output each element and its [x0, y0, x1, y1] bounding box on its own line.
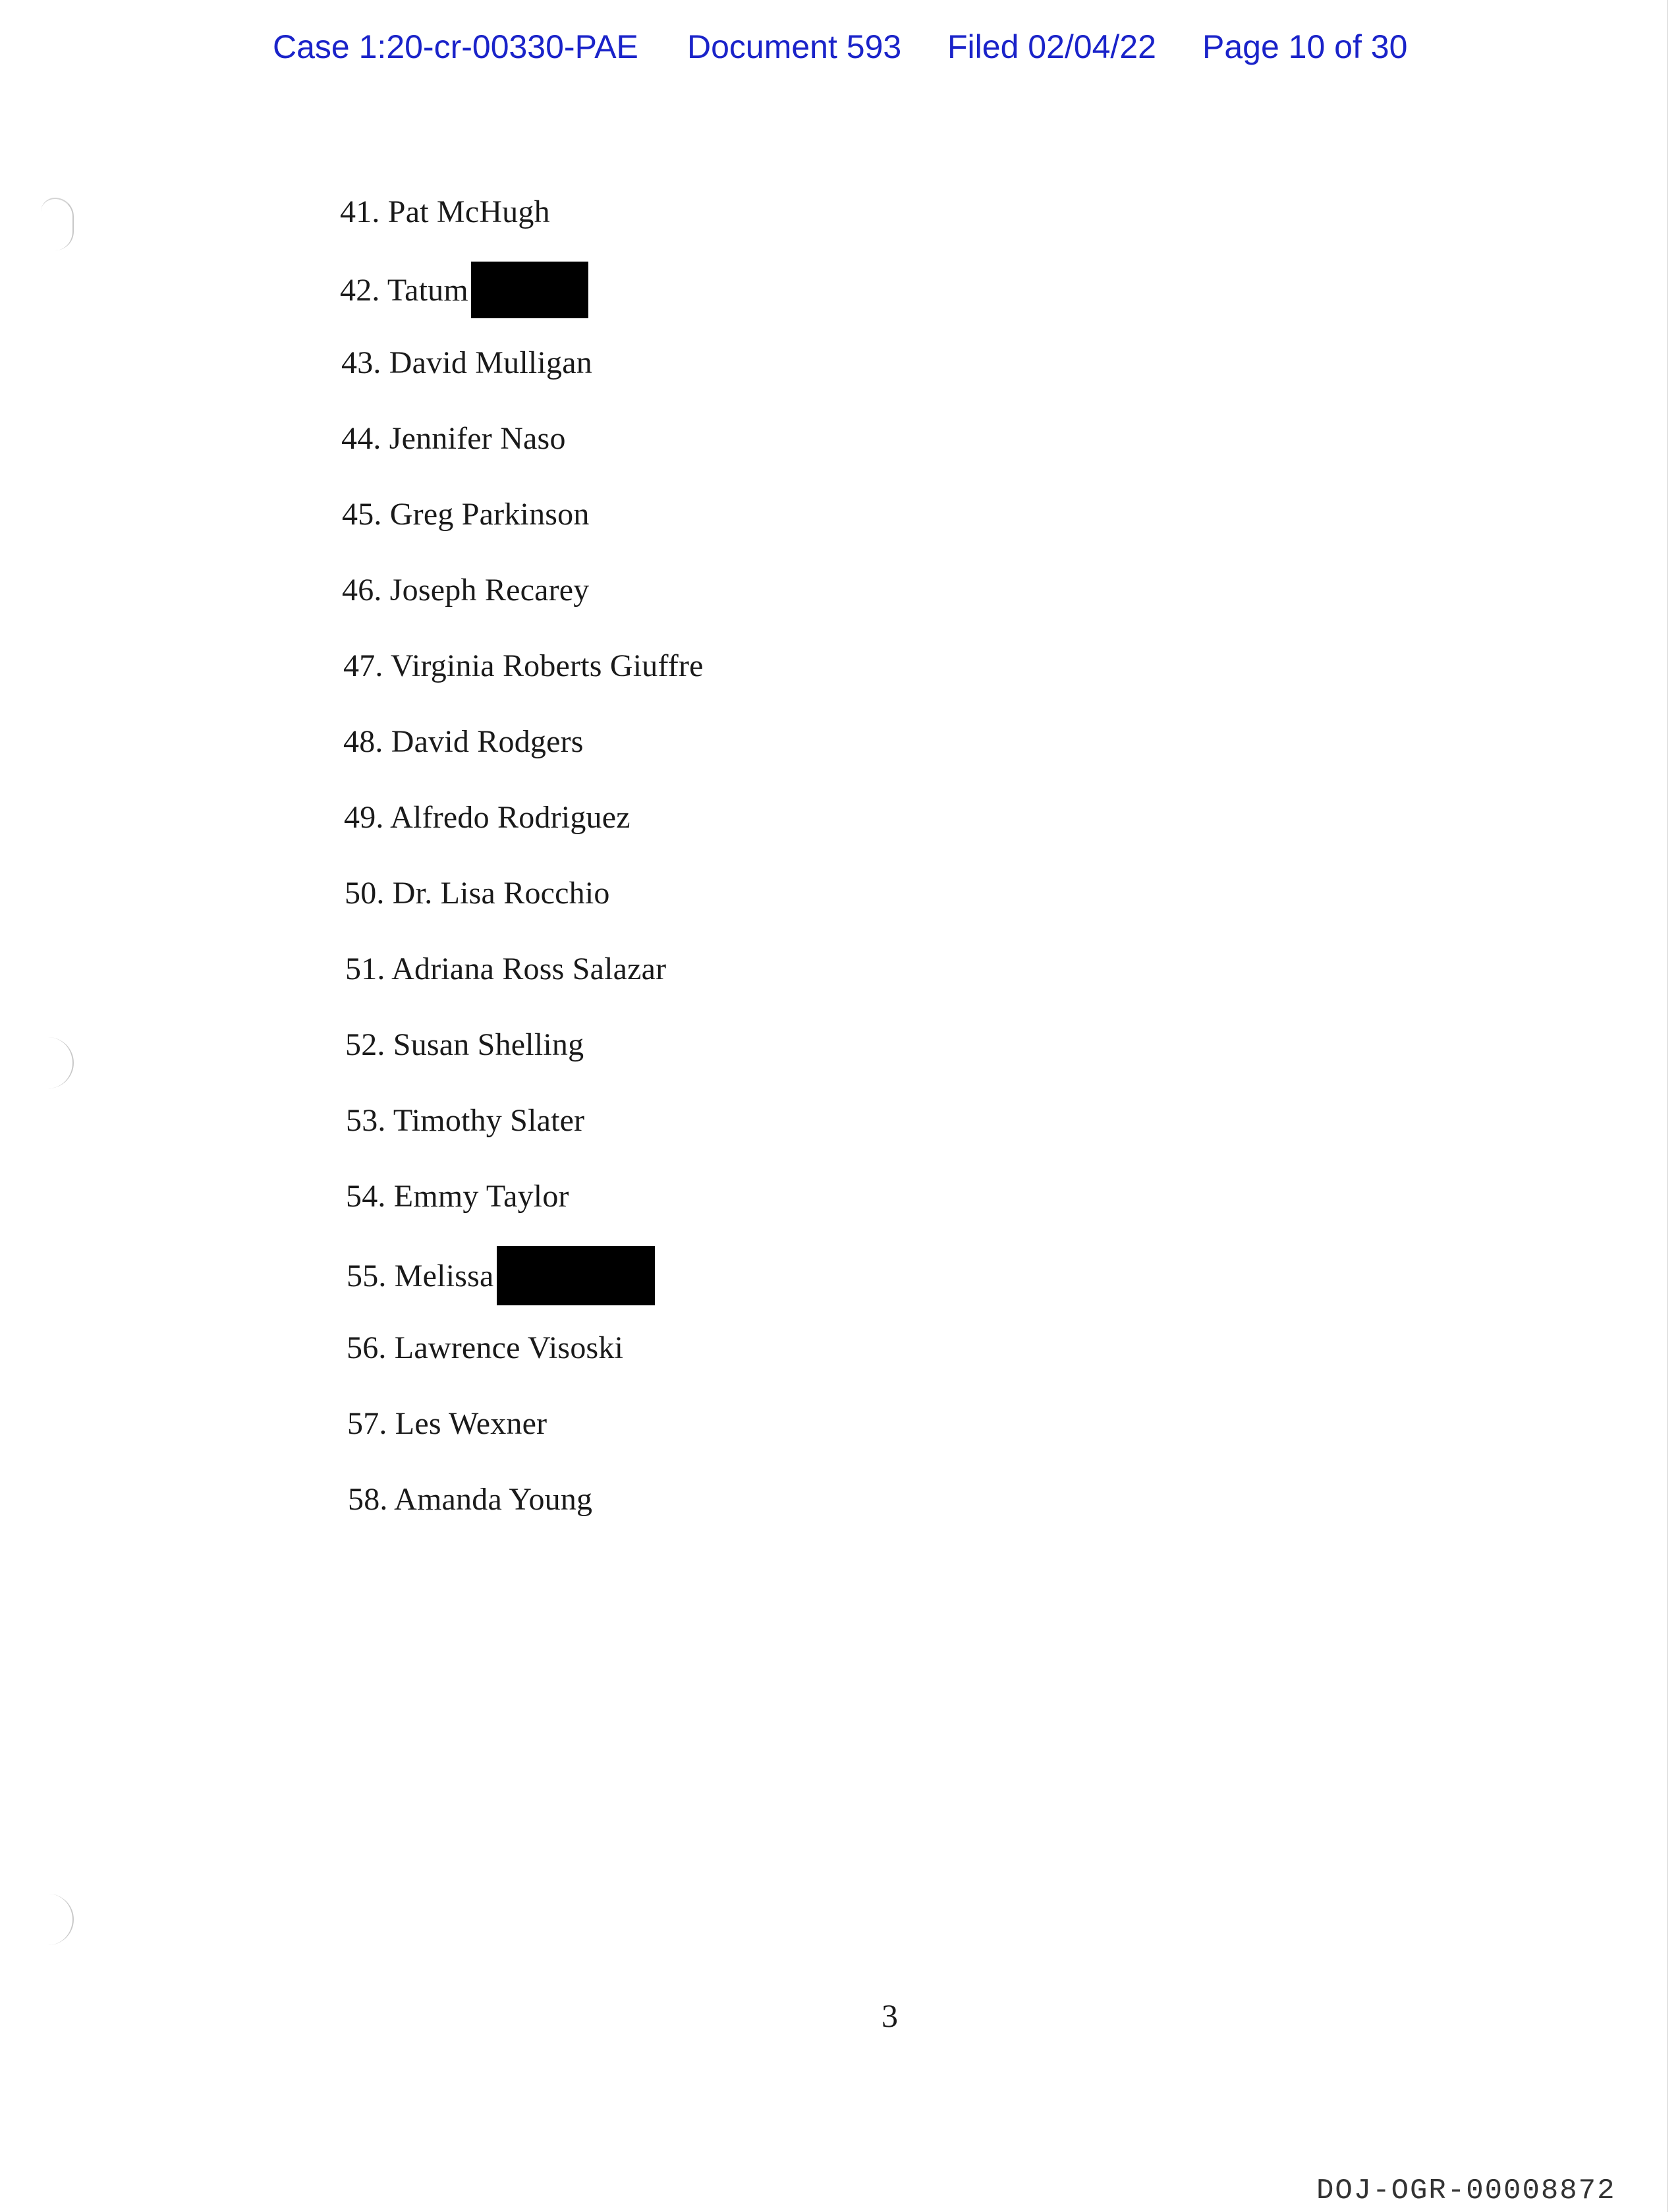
witness-name: 49. Alfredo Rodriguez [344, 800, 630, 835]
redaction-block [497, 1246, 655, 1305]
list-item [345, 1025, 584, 1065]
list-item [341, 343, 592, 383]
witness-name: 44. Jennifer Naso [341, 421, 566, 456]
punch-hole-mark [41, 198, 74, 250]
witness-name: 54. Emmy Taylor [346, 1179, 569, 1214]
witness-name: 50. Dr. Lisa Rocchio [345, 876, 610, 911]
witness-name: 55. Melissa [347, 1259, 494, 1294]
list-item [345, 874, 610, 913]
witness-name: 48. David Rodgers [343, 724, 584, 759]
list-item [348, 1480, 592, 1519]
list-item [340, 192, 550, 232]
filed-date: Filed 02/04/22 [947, 28, 1156, 65]
list-item [344, 798, 630, 837]
list-item [346, 1101, 584, 1141]
witness-name: 42. Tatum [340, 273, 468, 308]
witness-name: 56. Lawrence Visoski [347, 1330, 624, 1365]
punch-hole-mark [41, 1037, 74, 1089]
list-item [343, 722, 584, 762]
case-number: Case 1:20-cr-00330-PAE [273, 28, 638, 65]
list-item [347, 1253, 655, 1292]
witness-name: 52. Susan Shelling [345, 1027, 584, 1062]
list-item [345, 950, 666, 989]
page-edge [1667, 0, 1668, 2212]
list-item [342, 495, 590, 534]
witness-name: 53. Timothy Slater [346, 1103, 585, 1138]
document-number: Document 593 [687, 28, 902, 65]
witness-name: 46. Joseph Recarey [342, 573, 590, 608]
witness-name: 45. Greg Parkinson [342, 497, 590, 532]
witness-name: 43. David Mulligan [341, 345, 592, 380]
page-number: 3 [882, 1997, 898, 2034]
witness-name: 58. Amanda Young [348, 1482, 593, 1517]
list-item [347, 1404, 547, 1444]
list-item [341, 419, 566, 459]
list-item [342, 571, 589, 610]
bates-number: DOJ-OGR-00008872 [1316, 2174, 1616, 2207]
witness-name: 57. Les Wexner [347, 1406, 547, 1441]
witness-name: 51. Adriana Ross Salazar [345, 951, 667, 986]
redaction-block [471, 262, 588, 318]
ecf-header [0, 28, 1680, 74]
punch-hole-mark [41, 1894, 74, 1945]
list-item [346, 1177, 569, 1216]
witness-name: 47. Virginia Roberts Giuffre [343, 648, 704, 683]
list-item [340, 268, 588, 308]
page-count: Page 10 of 30 [1202, 28, 1408, 65]
witness-name: 41. Pat McHugh [340, 194, 550, 229]
list-item [347, 1328, 623, 1368]
list-item [343, 646, 704, 686]
